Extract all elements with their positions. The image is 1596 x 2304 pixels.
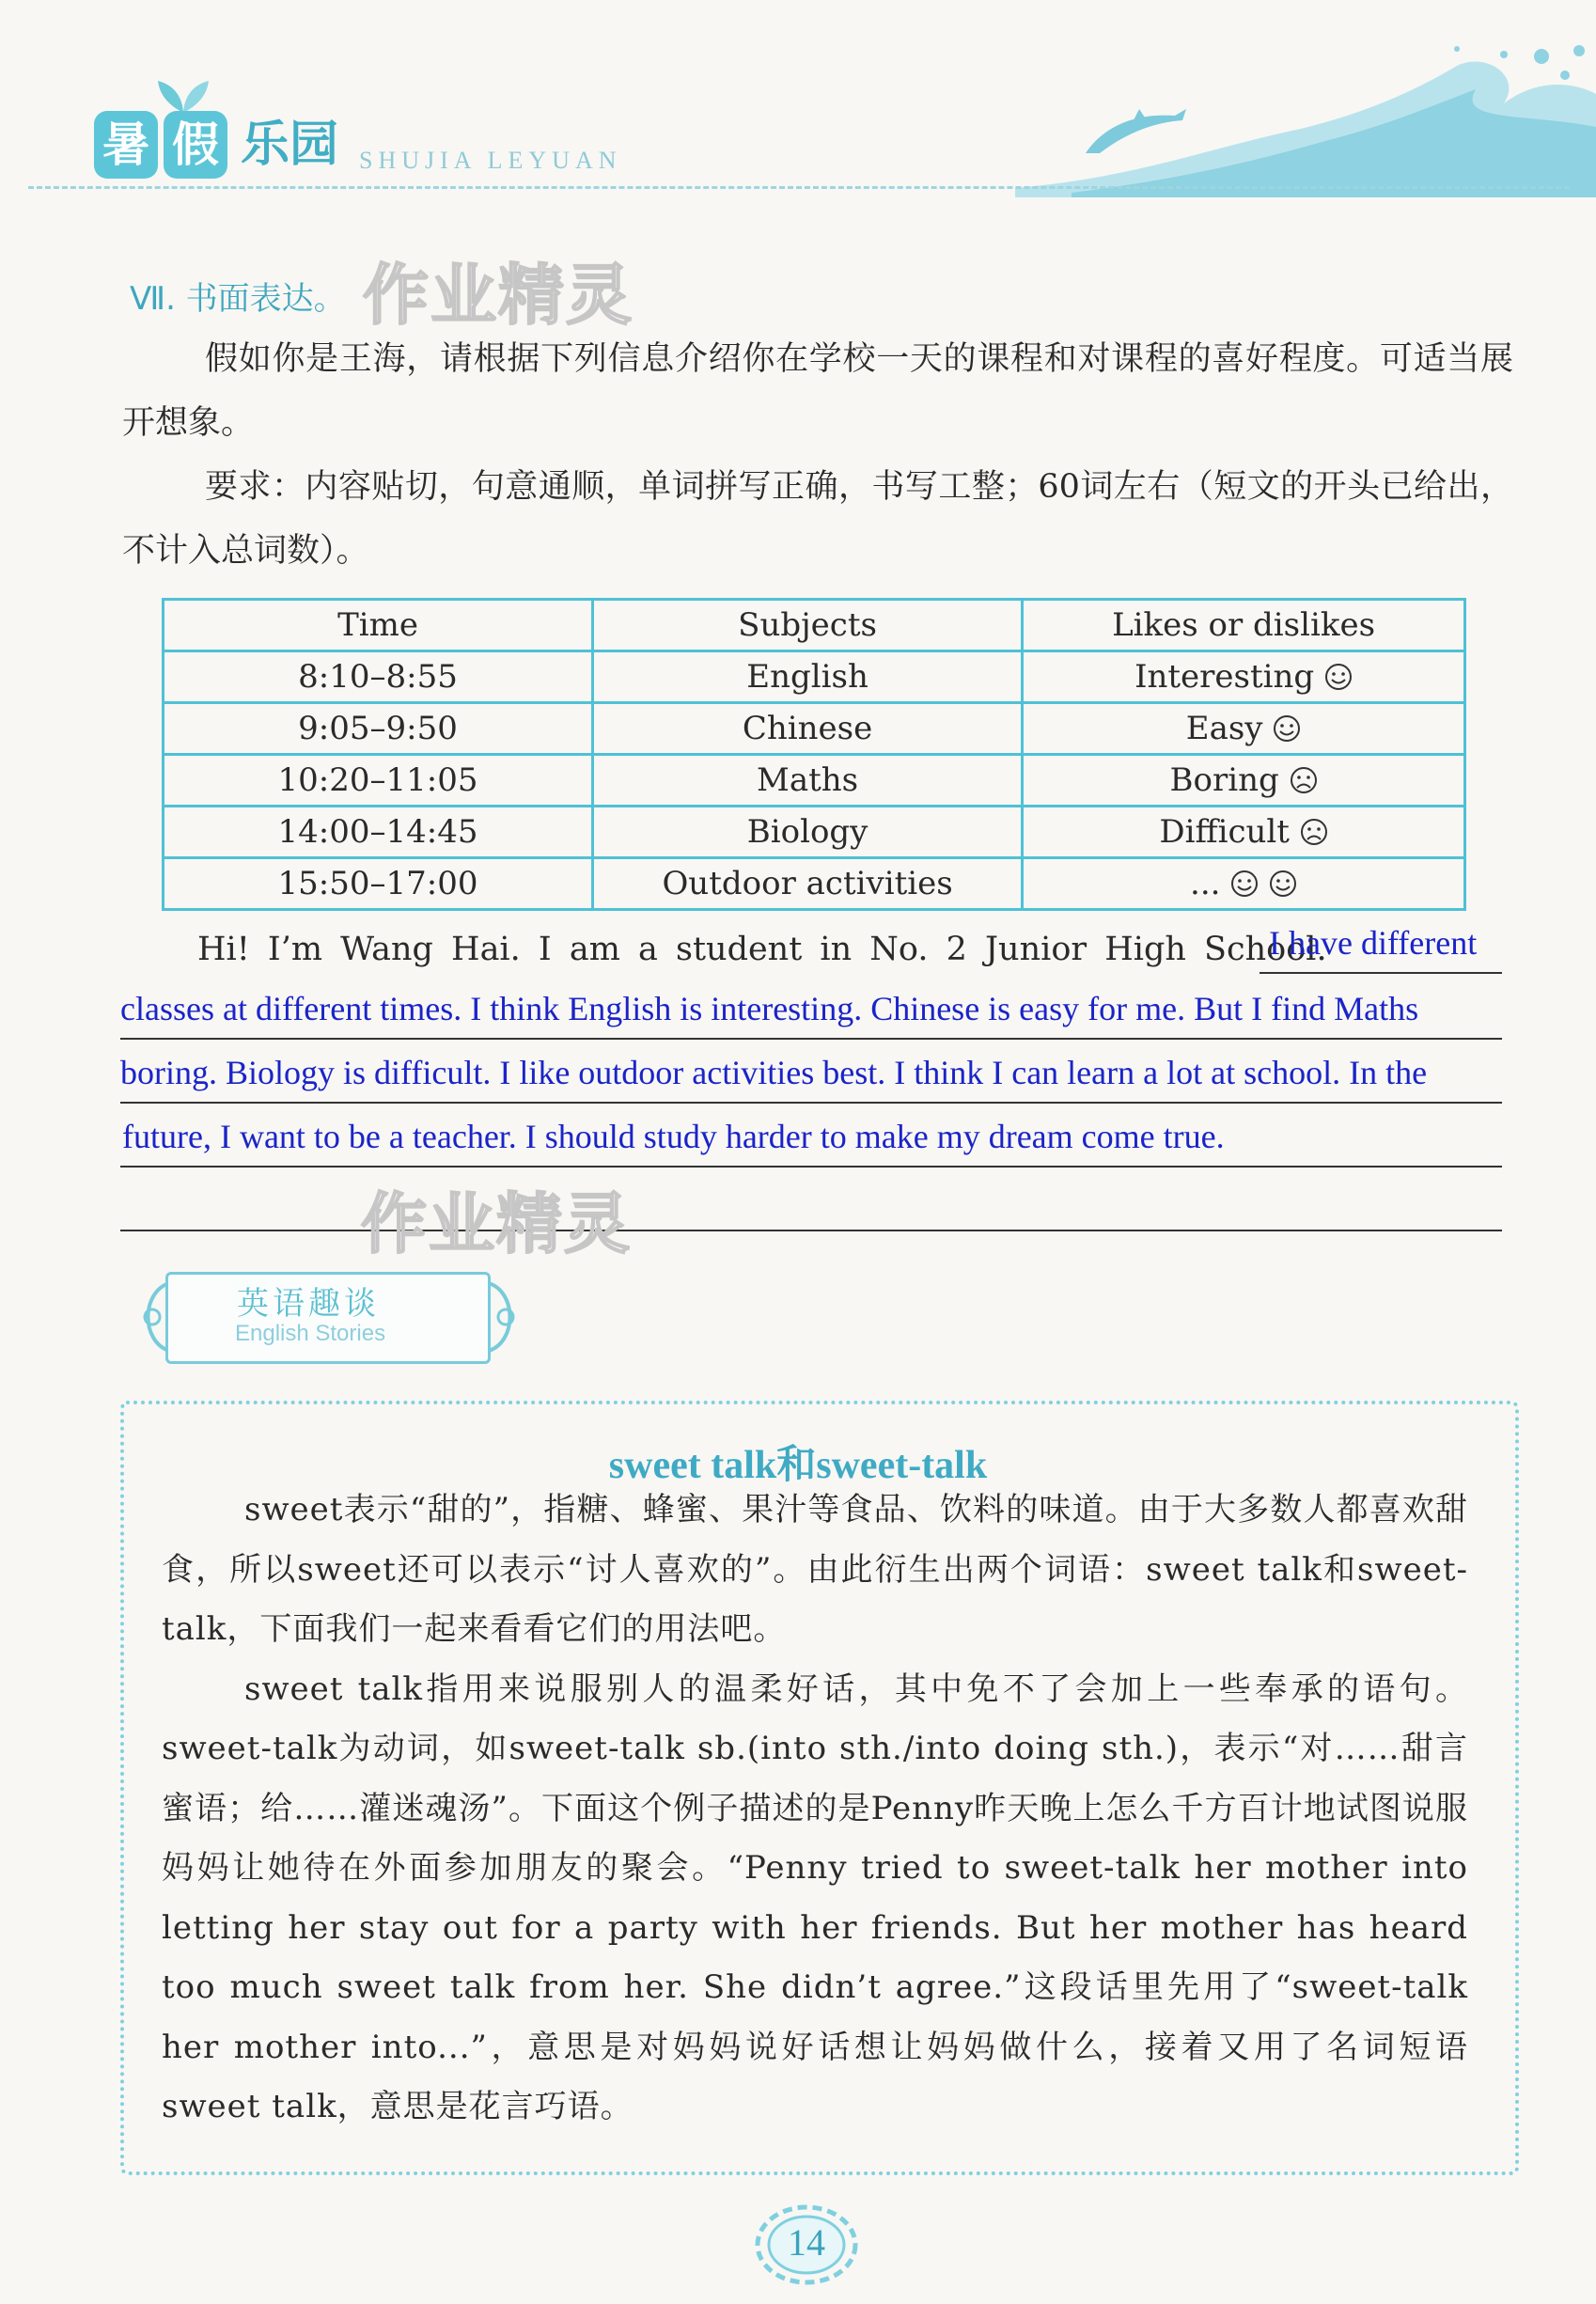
table-row [164,755,1465,807]
section-title: Ⅶ. 书面表达。 [130,280,346,318]
table-row [164,807,1465,858]
answer-line-2: classes at different times. I think English is interesting. Chinese is easy for me. But I find Maths [120,990,1419,1027]
feeling-label: Boring [1169,761,1279,799]
table-row [164,651,1465,703]
subject-cell: English [593,651,1023,703]
time-cell: 10:20–11:05 [164,755,593,807]
watermark-top: 作业精灵 [363,257,634,334]
banner-title-en: English Stories [235,1321,386,1346]
answer-rule [120,1038,1502,1040]
feeling-cell [1023,703,1465,755]
logo-char-2: 假 [164,111,227,179]
feeling-cell [1023,755,1465,807]
answer-line-4: future, I want to be a teacher. I should study harder to make my dream come true. [122,1118,1225,1155]
page-header [0,0,1596,207]
watermark-middle: 作业精灵 [361,1185,632,1262]
header-subjects: Subjects [593,600,1023,651]
happy-face-icon [1230,870,1259,898]
answer-line-3: boring. Biology is difficult. I like outdoor activities best. I think I can learn a lot at school. In the [120,1054,1428,1091]
answer-rule [120,1230,1502,1231]
instruction-paragraph-2: 要求：内容贴切，句意通顺，单词拼写正确，书写工整；60词左右（短文的开头已给出，不计入总词数）。 [122,468,1513,570]
time-cell: 14:00–14:45 [164,807,593,858]
happy-face-icon [1324,663,1353,691]
instruction-paragraph-1: 假如你是王海，请根据下列信息介绍你在学校一天的课程和对课程的喜好程度。可适当展开想象。 [122,340,1513,442]
answer-line-1: I have different [1269,924,1478,962]
story-paragraph-1: sweet表示“甜的”，指糖、蜂蜜、果汁等食品、饮料的味道。由于大多数人都喜欢甜食，所以sweet还可以表示“讨人喜欢的”。由此衍生出两个词语：sweet talk和sweet-talk，下面我们一起来看看它们的用法吧。 [162,1491,1468,1648]
english-stories-banner [132,1264,526,1370]
subject-cell: Maths [593,755,1023,807]
header-divider [28,186,1570,189]
feeling-label: Difficult [1159,813,1290,851]
happy-face-icon [1273,714,1301,743]
story-paragraph-2: sweet talk指用来说服别人的温柔好话，其中免不了会加上一些奉承的语句。sweet-talk为动词，如sweet-talk sb.(into sth./into doing sth.)，表示“对……甜言蜜语；给……灌迷魂汤”。下面这个例子描述的是Penny昨天晚上怎么千方百计地试图说服妈妈让她待在外面参加朋友的聚会。“Penny tried to sweet-talk her mother into letting her stay out for a party with her friends. But her mother has heard too much sweet talk from her. She didn’t agree.”这段话里先用了“sweet-talk her mother into...”，意思是对妈妈说好话想让妈妈做什么，接着又用了名词短语sweet talk，意思是花言巧语。 [162,1669,1468,2125]
header-likes: Likes or dislikes [1023,600,1465,651]
table-row [164,703,1465,755]
feeling-cell [1023,858,1465,910]
essay-given-start: Hi! I’m Wang Hai. I am a student in No. 2 Junior High School. [197,931,1327,968]
time-cell: 9:05–9:50 [164,703,593,755]
feeling-label: Easy [1185,710,1263,747]
answer-rule [120,1102,1502,1104]
leaf-icon [150,77,216,115]
feeling-cell [1023,651,1465,703]
table-row [164,858,1465,910]
logo-rest: 乐园 [241,117,339,173]
feeling-cell [1023,807,1465,858]
subject-cell: Outdoor activities [593,858,1023,910]
feeling-label: ... [1190,865,1221,902]
page-number: 14 [788,2221,825,2264]
time-cell: 15:50–17:00 [164,858,593,910]
dolphin-icon [1081,102,1194,158]
logo-char-1: 暑 [94,111,158,179]
sad-face-icon [1290,766,1318,794]
feeling-label: Interesting [1134,658,1315,696]
time-cell: 8:10–8:55 [164,651,593,703]
schedule-table [162,598,1466,911]
subject-cell: Chinese [593,703,1023,755]
answer-rule [120,1166,1502,1168]
sad-face-icon [1300,818,1328,846]
table-header-row [164,600,1465,651]
page-number-badge [752,2202,861,2288]
answer-rule [1260,972,1502,974]
happy-face-icon [1269,870,1297,898]
logo [94,111,338,179]
subject-cell: Biology [593,807,1023,858]
banner-title-cn: 英语趣谈 [237,1285,380,1323]
header-time: Time [164,600,593,651]
story-body [162,1481,1468,2138]
story-title: sweet talk和sweet-talk [608,1444,988,1487]
logo-pinyin: SHUJIA LEYUAN [359,147,622,174]
